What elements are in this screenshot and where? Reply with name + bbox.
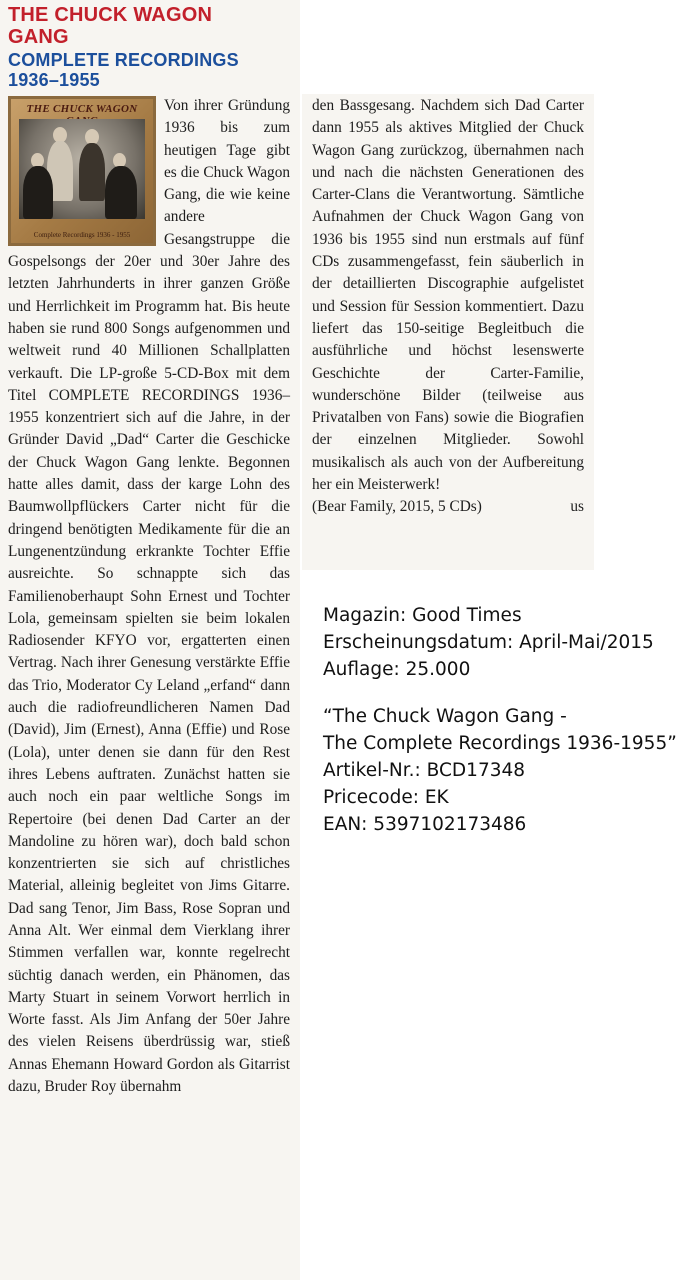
subtitle-line-2: 1936–1955 (8, 70, 100, 90)
meta-article-number: Artikel-Nr.: BCD17348 (323, 760, 526, 781)
cover-spacer (8, 95, 164, 249)
article-left-column (8, 95, 290, 1098)
cover-title: THE CHUCK WAGON (26, 103, 138, 115)
meta-gap (323, 683, 683, 703)
metadata-block (323, 602, 683, 838)
headline-line-1: THE CHUCK WAGON (8, 4, 213, 26)
article-signoff (312, 496, 584, 518)
article-headline (8, 4, 298, 48)
cover-caption: Complete Recordings 1936 - 1955 (33, 231, 131, 239)
article-source: (Bear Family, 2015, 5 CDs) (312, 498, 482, 516)
meta-magazine: Magazin: Good Times (323, 605, 522, 626)
meta-product-line-2: The Complete Recordings 1936-1955” (323, 733, 677, 754)
subtitle-line-1: COMPLETE RECORDINGS (8, 50, 239, 70)
article-right-column (312, 95, 584, 519)
article-author: us (570, 498, 584, 516)
meta-date: Erscheinungsdatum: April-Mai/2015 (323, 632, 654, 653)
headline-line-2: GANG (8, 26, 69, 48)
article-subtitle (8, 50, 298, 90)
meta-product-line-1: “The Chuck Wagon Gang - (323, 706, 567, 727)
meta-ean: EAN: 5397102173486 (323, 814, 527, 835)
meta-pricecode: Pricecode: EK (323, 787, 449, 808)
meta-circulation: Auflage: 25.000 (323, 659, 471, 680)
right-column-text: den Bassgesang. Nachdem sich Dad Carter dann 1955 als aktives Mitglied der Chuck Wagon Gang zurückzog, übernahmen nach und nach die nächsten Generationen des Carter-Clans die Verantwortung. Sämtliche Aufnahmen der Chuck Wagon Gang von 1936 bis 1955 sind nun erstmals auf fünf CDs zusammengefasst, fein säuberlich in der detaillierten Discographie aufgelistet und Session für Session kommentiert. Dazu liefert das 150-seitige Begleitbuch die ausführliche und höchst lesenswerte Geschichte der Carter-Familie, wunderschöne Bilder (teilweise aus Privatalben von Fans) sowie die Biografien der einzelnen Mitglieder. Sowohl musikalisch als auch von der Aufbereitung her ein Meisterwerk! (312, 97, 584, 494)
left-column-text: Von ihrer Gründung 1936 bis zum heutigen Tage gibt es die Chuck Wagon Gang, die wie keine andere Gesangstruppe die Gospelsongs der 20er und 30er Jahre des letzten Jahrhunderts in ihrer ganzen Größe und Herrlichkeit im Programm hat. Bis heute haben sie rund 800 Songs aufgenommen und weltweit rund 40 Millionen Schallplatten verkauft. Die LP-große 5-CD-Box mit dem Titel COMPLETE RECORDINGS 1936–1955 konzentriert sich auf die Jahre, in der Gründer David „Dad“ Carter die Geschicke der Chuck Wagon Gang lenkte. Begonnen hatte alles damit, dass der karge Lohn des Baumwollpflückers Carter nicht für die dringend benötigten Medikamente für die an Lungenentzündung erkrankte Tochter Effie ausreichte. So schnappte sich das Familienoberhaupt Sohn Ernest und Tochter Lola, gemeinsam spielten sie beim lokalen Radiosender KFYO vor, ergatterten einen Vertrag. Nach ihrer Genesung verstärkte Effie das Trio, Moderator Cy Leland „erfand“ dann auch die radiofreundlicheren Namen Dad (David), Jim (Ernest), Anna (Effie) und Rose (Lola), unter denen sie dann für den Rest ihres Lebens auftraten. Zunächst hatten sie auch noch ein paar weltliche Songs im Repertoire (bei denen Dad Carter an der Mandoline zu hören war), doch bald schon konzentrierten sie sich auf christliches Material, alleinig begleitet von Jims Gitarre. Dad sang Tenor, Jim Bass, Rose Sopran und Anna Alt. Wer einmal dem Vierklang ihrer Stimmen verfallen war, konnte regelrecht süchtig danach werden, ein Phänomen, das Marty Stuart in seinem Vorwort herrlich in Worte fasst. Als Jim Anfang der 50er Jahre des vielen Reisens überdrüssig war, stieß Annas Ehemann Howard Gordon als Gitarrist dazu, Bruder Roy übernahm (8, 97, 290, 1096)
